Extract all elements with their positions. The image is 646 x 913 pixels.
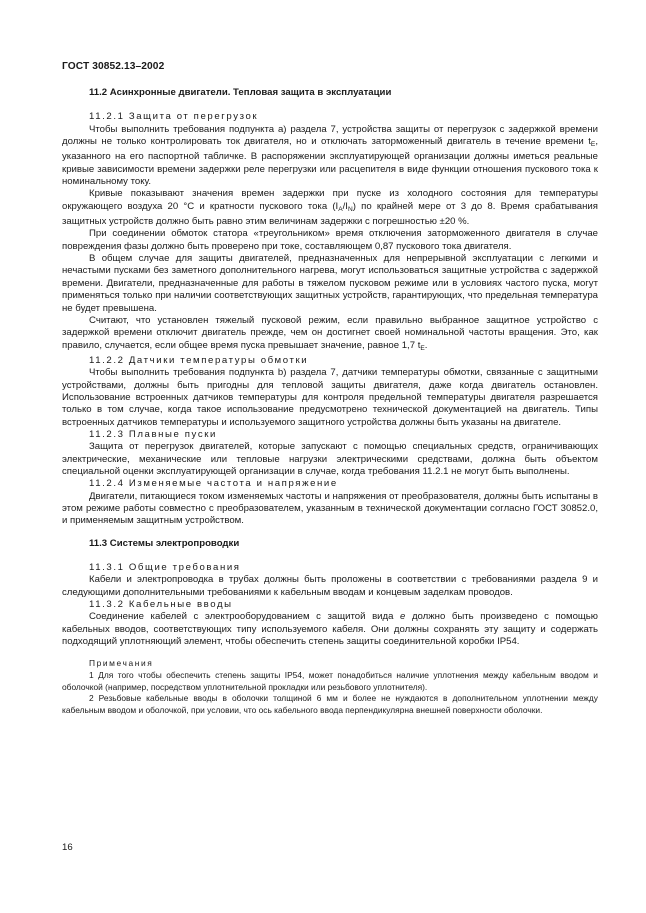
notes-block bbox=[62, 658, 598, 716]
subsection-11-3-2-title: 11.3.2 Кабельные вводы bbox=[89, 599, 233, 611]
paragraph-11-2-3: Защита от перегрузок двигателей, которые запускают с помощью специальных средств, ограничивающих электрические, механические или тепловые нагрузки электрическими средствами, должна быть объектом специальной оценки эксплуатирующей организации в случае, когда требования 11.2.1 не могут быть выполнены. bbox=[62, 441, 598, 477]
document-body bbox=[62, 87, 598, 716]
section-11-3-heading: 11.3 Системы электропроводки bbox=[89, 537, 240, 549]
paragraph-11-2-1-d: В общем случае для защиты двигателей, предназначенных для непрерывной эксплуатации с легкими и нечастыми пусками без заметного дополнительного нагрева, могут использоваться защитные устройства с задержкой времени. Двигатели, предназначенные для работы в тяжелом пусковом режиме или в условиях частого пуска, могут применяться только при наличии соответствующих защитных устройств, гарантирующих, что предельная температура не будет превышена. bbox=[62, 253, 598, 314]
subsection-11-3-1-title: 11.3.1 Общие требования bbox=[89, 562, 241, 574]
subsection-11-2-4-title: 11.2.4 Изменяемые частота и напряжение bbox=[89, 478, 338, 490]
paragraph-11-3-2: Соединение кабелей с электрооборудованием с защитой вида е должно быть произведено с помощью кабельных вводов, соответствующих типу используемого кабеля. Они должны сохранять эту защиту и содержать подходящий уплотняющий элемент, чтобы обеспечить степень защиты соединительной коробки IP54. bbox=[62, 611, 598, 648]
paragraph-11-2-1-b: Кривые показывают значения времен задержки при пуске из холодного состояния для температуры окружающего воздуха 20 °С и кратности пускового тока $(I_A/I_N)$ по крайней мере от 3 до 8. Время срабатывания защитных устройств должно быть равно этим величинам задержки с погрешностью ±20 %. bbox=[62, 188, 598, 228]
paragraph-11-2-1-e: Считают, что установлен тяжелый пусковой режим, если правильно выбранное защитное устройство с задержкой времени отключит двигатель прежде, чем он достигнет своей номинальной частоты вращения. Это, как правило, случается, если общее время пуска превышает значение, равное 1,7 $t_E$. bbox=[62, 314, 598, 352]
note-2: 2 Резьбовые кабельные вводы в оболочки толщиной 6 мм и более не нуждаются в дополнительном уплотнении между кабельным вводом и оболочкой, при условии, что ось кабельного ввода перпендикулярна внешней поверхности оболочки. bbox=[62, 693, 598, 715]
notes-title: Примечания bbox=[89, 658, 154, 669]
subsection-11-2-2-title: 11.2.2 Датчики температуры обмотки bbox=[89, 354, 309, 366]
subsection-11-2-3-title: 11.2.3 Плавные пуски bbox=[89, 428, 217, 440]
paragraph-11-2-4: Двигатели, питающиеся током изменяемых частоты и напряжения от преобразователя, должны быть испытаны в этом режиме работы совместно с преобразователем, указанным в технической документации согласно ГОСТ 30852.0, и применяемым защитным устройством. bbox=[62, 490, 598, 527]
subsection-11-2-1-title: 11.2.1 Защита от перегрузок bbox=[89, 111, 259, 123]
note-1: 1 Для того чтобы обеспечить степень защиты IP54, может понадобиться наличие уплотнения между кабельным вводом и оболочкой (например, посредством уплотнительной прокладки или резьбового уплотнителя). bbox=[62, 670, 598, 692]
paragraph-11-2-1-c: При соединении обмоток статора «треугольником» время отключения заторможенного двигателя в случае повреждения фазы должно быть проверено при токе, составляющем 0,87 пускового тока двигателя. bbox=[62, 228, 598, 252]
section-11-2-heading: 11.2 Асинхронные двигатели. Тепловая защита в эксплуатации bbox=[89, 87, 392, 98]
paragraph-11-2-1-a: Чтобы выполнить требования подпункта а) раздела 7, устройства защиты от перегрузок с задержкой времени должны не только контролировать ток двигателя, но и отключать заторможенный двигатель в течение времени $t_E$, указанного на его паспортной табличке. В распоряжении эксплуатирующей организации должны иметься реальные кривые зависимости времени задержки реле перегрузки или расцепителя в виде функции отношения пускового тока к номинальному току. bbox=[62, 123, 598, 188]
page-number: 16 bbox=[62, 842, 73, 853]
paragraph-11-2-2: Чтобы выполнить требования подпункта b) раздела 7, датчики температуры обмотки, связанные с защитными устройствами, должны быть пригодны для тепловой защиты двигателя, даже когда двигатель остановлен. Использование встроенных датчиков температуры для контроля предельной температуры двигателя разрешается только в том случае, когда такое использование предусмотрено технической документацией на двигатель. Типы встроенных датчиков температуры и используемого защитного устройства должны быть указаны на двигателе. bbox=[62, 367, 598, 428]
standard-code-header: ГОСТ 30852.13–2002 bbox=[62, 61, 165, 72]
paragraph-11-3-1: Кабели и электропроводка в трубах должны быть проложены в соответствии с требованиями раздела 9 и следующими дополнительными требованиями к кабельным вводам и концевым заделкам проводов. bbox=[62, 574, 598, 598]
